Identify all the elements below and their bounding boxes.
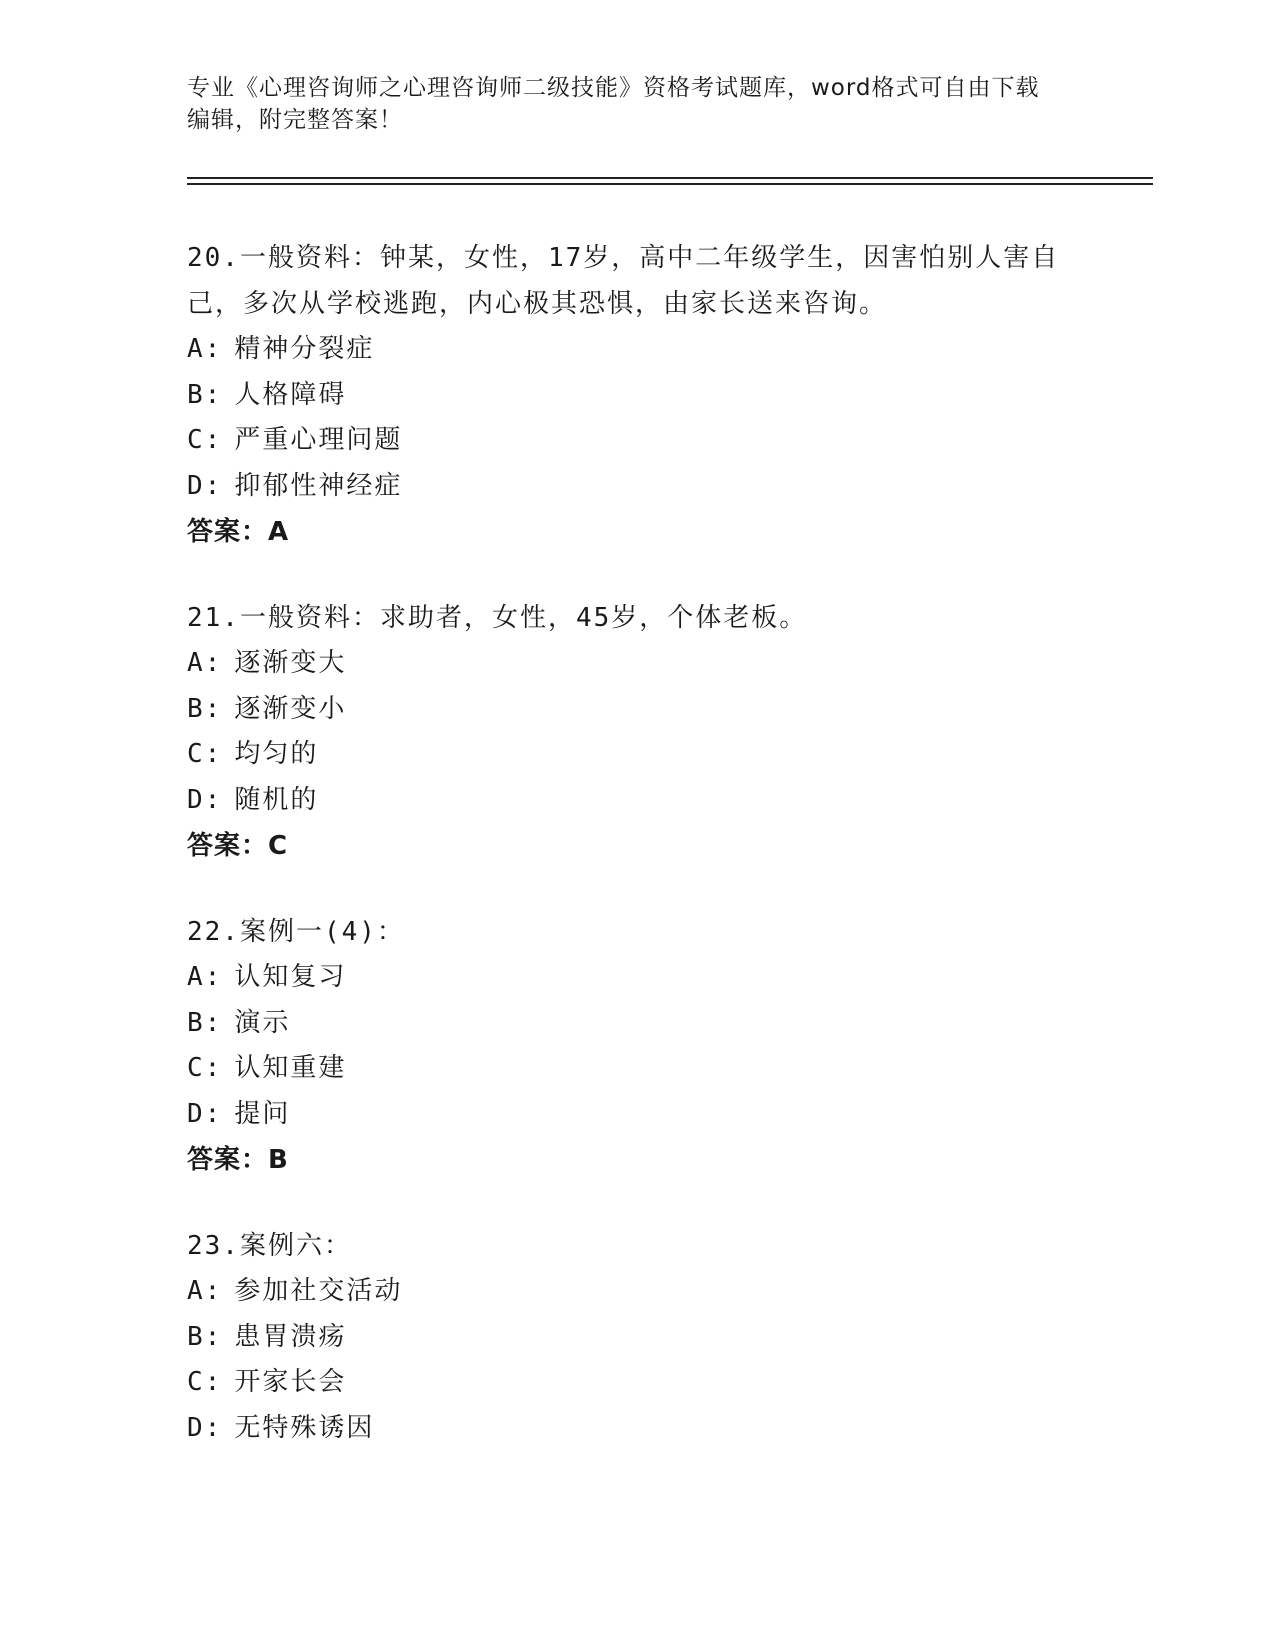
option-letter: D: — [187, 470, 223, 501]
option-b — [187, 373, 1087, 419]
option-letter: A: — [187, 334, 223, 364]
question-list — [187, 235, 1087, 1491]
option-letter: B: — [187, 1007, 223, 1038]
document-header — [187, 72, 1087, 136]
option-letter: C: — [187, 425, 223, 455]
question-stem-continued: 己，多次从学校逃跑，内心极其恐惧，由家长送来咨询。 — [187, 289, 888, 319]
option-text: 参加社交活动 — [234, 1276, 403, 1306]
option-text: 演示 — [234, 1007, 291, 1038]
header-line-1: 专业《心理咨询师之心理咨询师二级技能》资格考试题库，word格式可自由下载 — [187, 75, 1040, 101]
answer-line: 答案：C — [187, 831, 289, 861]
question-stem: 23.案例六： — [187, 1231, 352, 1261]
option-c — [187, 1046, 1087, 1092]
option-text: 随机的 — [234, 784, 319, 815]
option-a — [187, 327, 1087, 373]
option-a — [187, 641, 1087, 687]
header-line-2: 编辑，附完整答案！ — [187, 107, 403, 133]
option-letter: B: — [187, 1321, 223, 1352]
option-letter: D: — [187, 1412, 223, 1443]
option-text: 严重心理问题 — [234, 425, 403, 455]
option-c — [187, 418, 1087, 464]
header-divider-top — [187, 177, 1153, 179]
option-letter: A: — [187, 1276, 223, 1306]
option-d — [187, 778, 1087, 824]
option-d — [187, 1092, 1087, 1138]
option-a — [187, 955, 1087, 1001]
option-letter: D: — [187, 1098, 223, 1129]
option-letter: C: — [187, 1367, 223, 1397]
option-text: 认知重建 — [234, 1053, 347, 1083]
option-text: 人格障碍 — [234, 379, 347, 410]
option-letter: B: — [187, 379, 223, 410]
header-divider-bottom — [187, 183, 1153, 185]
question-stem: 20.一般资料：钟某，女性，17岁，高中二年级学生，因害怕别人害自 — [187, 243, 1060, 273]
question-stem: 22.案例一(4)： — [187, 917, 405, 947]
question-23 — [187, 1223, 1087, 1451]
option-b — [187, 687, 1087, 733]
option-letter: B: — [187, 693, 223, 724]
option-text: 精神分裂症 — [234, 334, 375, 364]
option-b — [187, 1001, 1087, 1047]
option-text: 逐渐变大 — [234, 648, 347, 678]
answer-line: 答案：A — [187, 517, 290, 547]
question-21 — [187, 595, 1087, 869]
option-letter: C: — [187, 1053, 223, 1083]
option-text: 均匀的 — [234, 739, 319, 769]
option-a — [187, 1269, 1087, 1315]
option-c — [187, 732, 1087, 778]
option-text: 提问 — [234, 1098, 291, 1129]
option-text: 逐渐变小 — [234, 693, 347, 724]
option-letter: C: — [187, 739, 223, 769]
option-text: 开家长会 — [234, 1367, 347, 1397]
option-d — [187, 1406, 1087, 1452]
question-22 — [187, 909, 1087, 1183]
option-letter: D: — [187, 784, 223, 815]
option-letter: A: — [187, 648, 223, 678]
option-d — [187, 464, 1087, 510]
option-text: 抑郁性神经症 — [234, 470, 403, 501]
option-b — [187, 1315, 1087, 1361]
answer-line: 答案：B — [187, 1145, 289, 1175]
option-c — [187, 1360, 1087, 1406]
option-text: 无特殊诱因 — [234, 1412, 375, 1443]
option-letter: A: — [187, 962, 223, 992]
option-text: 患胃溃疡 — [234, 1321, 347, 1352]
option-text: 认知复习 — [234, 962, 347, 992]
question-20 — [187, 235, 1087, 555]
question-stem: 21.一般资料：求助者，女性，45岁，个体老板。 — [187, 603, 808, 633]
